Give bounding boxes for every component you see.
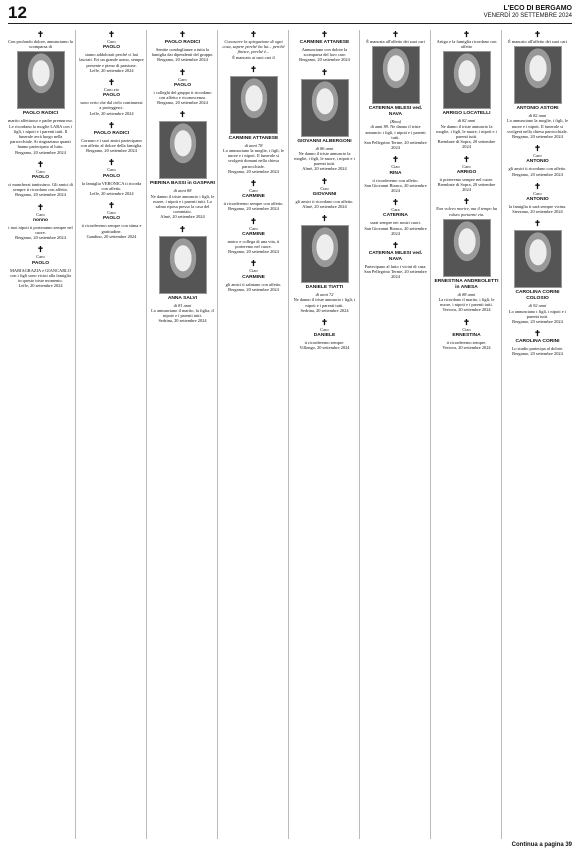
cross-icon: ✝	[534, 329, 541, 339]
obituary-notice	[79, 30, 144, 73]
notice-place-date: Gandino, 20 settembre 2024	[86, 233, 137, 239]
notice-lead: Cara	[391, 207, 400, 213]
deceased-name: PAOLO	[173, 82, 192, 88]
notice-place-date: Brembate di Sopra, 20 settembre 2024	[437, 182, 496, 193]
notice-lead: Caro	[249, 225, 258, 231]
portrait-photo	[443, 51, 491, 109]
notice-lead: Caro	[462, 163, 471, 169]
notice-quote: Non volevo morire, ma il tempo ha voluto portarmi via.	[435, 206, 498, 217]
obituary-notice	[8, 203, 73, 241]
notice-place-date: Bergamo, 20 settembre 2024	[228, 249, 279, 255]
obituary-notice	[505, 30, 570, 139]
cross-icon: ✝	[392, 155, 399, 165]
portrait-photo	[159, 236, 207, 294]
notice-body: ti ricorderemo sempre.	[304, 340, 345, 346]
deceased-name: PAOLO	[31, 175, 50, 181]
notice-place-date: Stezzano, 20 settembre 2024	[512, 209, 563, 215]
deceased-name: PIERINA BASSI in GASPARI	[150, 181, 215, 187]
cross-icon: ✝	[250, 30, 257, 39]
notice-lead: Ciao	[320, 185, 329, 191]
deceased-name: DANIELE TIATTI	[305, 285, 344, 291]
obituary-column	[505, 30, 572, 839]
notice-body: Lo studio partecipa al dolore.	[511, 346, 564, 352]
notice-place-date: Bergamo, 20 settembre 2024	[228, 286, 279, 292]
deceased-name: GIOVANNI	[312, 191, 337, 197]
notice-lead: Caro	[36, 211, 45, 217]
notice-place-date: San Pellegrino Terme, 20 settembre 2024	[364, 140, 427, 151]
cross-icon: ✝	[321, 67, 328, 77]
notice-place-date: Almè, 20 settembre 2024	[302, 204, 347, 210]
cross-icon: ✝	[108, 158, 115, 168]
notice-lead: Caro	[36, 254, 45, 260]
deceased-name: GIOVANNI ALBERGONI	[297, 138, 352, 144]
obituary-notice	[292, 30, 357, 63]
notice-body: Annunciano con dolore la scomparsa del loro caro	[301, 47, 348, 58]
notice-body: ti ricorderemo sempre con affetto.	[223, 201, 284, 207]
obituary-notice	[363, 241, 428, 280]
deceased-name: PAOLO RADICI	[93, 130, 130, 136]
obituary-column	[8, 30, 76, 839]
notice-body: Ne danno il triste annuncio i figli, i nipoti e i parenti tutti.	[293, 297, 356, 308]
cross-icon: ✝	[534, 144, 541, 154]
obituary-notice	[505, 329, 570, 356]
notice-place-date: Almè, 20 settembre 2024	[302, 166, 347, 172]
notice-body: la famiglia VERONICA ti ricorda con affetto.	[81, 180, 142, 191]
deceased-name: CARMINE	[242, 274, 265, 280]
deceased-name: CARMINE ATTANESE	[228, 135, 279, 141]
cross-icon: ✝	[534, 30, 541, 39]
deceased-name: ANNA SALVI	[167, 295, 198, 301]
deceased-name: PAOLO	[102, 45, 121, 51]
obituary-notice	[150, 30, 215, 63]
deceased-name: ERNESTINA	[452, 332, 481, 338]
notice-place-date: San Giovanni Bianco, 20 settembre 2024	[364, 182, 427, 194]
deceased-age: di 81 anni	[173, 302, 192, 308]
notice-lead: Ciao	[249, 268, 258, 274]
notice-body: ci mancherai tantissimo. Gli amici di sempre ti ricordano con affetto.	[8, 182, 73, 193]
notice-place-date: Villongo, 20 settembre 2024	[299, 345, 350, 351]
cross-icon: ✝	[392, 198, 399, 208]
notice-place-date: Leffe, 20 settembre 2024	[89, 67, 134, 73]
deceased-name: ERNESTINA ANDREOLETTI in ANESA	[434, 278, 499, 290]
deceased-name: ANTONIO ASTORI	[516, 106, 559, 112]
deceased-name: PAOLO	[102, 93, 121, 99]
cross-icon: ✝	[108, 120, 115, 130]
notice-lead: Caro	[107, 167, 116, 173]
portrait-photo	[301, 79, 349, 137]
obituary-notice	[221, 30, 286, 60]
obituary-notice	[363, 198, 428, 236]
notice-body: MARIAGRAZIA e GIANCARLO con i figli sono vicini alla famiglia in questo triste momento.	[10, 267, 71, 284]
notice-body: sono certo che dal cielo continuerai a proteggerci.	[80, 100, 143, 111]
deceased-name: PAOLO	[31, 260, 50, 266]
obituary-notice	[79, 158, 144, 196]
obituary-notice	[505, 182, 570, 215]
notice-place-date: Brembate di Sopra, 20 settembre 2024	[437, 139, 496, 150]
deceased-name: DANIELE	[313, 333, 336, 339]
notice-place-date: San Giovanni Bianco, 20 settembre 2024	[364, 225, 427, 236]
portrait-photo	[514, 230, 562, 288]
notice-intro: È mancata all'affetto dei suoi cari	[366, 39, 425, 44]
cross-icon: ✝	[534, 219, 541, 229]
notice-body: gli amici ti ricordano con affetto.	[508, 166, 567, 172]
deceased-name: ARRIGO	[456, 169, 477, 175]
cross-icon: ✝	[179, 224, 186, 234]
notice-body: È mancato ai suoi cari il	[232, 54, 275, 60]
cross-icon: ✝	[37, 202, 44, 212]
notice-body: Lo annunciano la moglie, i figli, le nuore e i nipoti. Il funerale si svolgerà domani nella chiesa parrocchiale.	[223, 148, 284, 169]
notice-place-date: Bergamo, 20 settembre 2024	[299, 57, 350, 63]
cross-icon: ✝	[463, 154, 470, 164]
notice-body: i colleghi del gruppo ti ricordano con affetto e riconoscenza.	[153, 89, 212, 101]
cross-icon: ✝	[463, 30, 470, 39]
deceased-age: di 88 anni	[457, 291, 476, 297]
notice-body: ti ricorderemo sempre.	[446, 339, 487, 345]
cross-icon: ✝	[392, 30, 399, 39]
notice-body: Ne danno il triste annuncio i figli, le nuore, i nipoti e i parenti tutti. La salma riposa presso la casa del commiato.	[150, 193, 215, 215]
deceased-age: di 82 anni	[528, 113, 547, 119]
notice-body: ti ricorderemo con affetto.	[372, 177, 419, 183]
deceased-name: CAROLINA CORINI COLOSIO	[515, 290, 560, 302]
cross-icon: ✝	[108, 78, 115, 88]
obituary-notice	[79, 78, 144, 116]
deceased-age: di 92 anni	[528, 303, 547, 309]
notice-body: di anni 89. Ne danno il triste annuncio i figli, i nipoti e i parenti tutti.	[365, 124, 426, 140]
obituary-notice	[150, 110, 215, 219]
notice-body: Partecipano al lutto i vicini di casa.	[364, 264, 427, 270]
notice-quote: Conoscere la spiegazione di ogni cosa, sapere perché ha lui... perché finisce, perché è...	[222, 39, 285, 55]
notice-body: ti porteremo sempre nel cuore.	[439, 176, 494, 182]
page-header	[8, 4, 572, 24]
notice-body: la famiglia ti sarà sempre vicina.	[508, 204, 567, 210]
portrait-photo	[159, 121, 207, 179]
portrait-photo	[372, 46, 420, 104]
notice-place-date: Bergamo, 20 settembre 2024	[228, 206, 279, 212]
notice-lead: Caro	[107, 210, 116, 216]
cross-icon: ✝	[250, 216, 257, 226]
deceased-name: ANTONIO	[526, 197, 549, 203]
deceased-name: CATERINA MILESI ved. NAVA	[368, 251, 423, 263]
obituary-column	[292, 30, 360, 839]
notice-lead: Caro zio	[104, 87, 119, 93]
obituary-notice	[434, 197, 499, 312]
obituary-notice	[150, 68, 215, 106]
notice-body: amico e collega di una vita, ti porteremo nel cuore.	[227, 238, 280, 250]
notice-place-date: Almè, 20 settembre 2024	[160, 214, 205, 220]
obituary-notice	[221, 65, 286, 174]
obituary-column	[363, 30, 431, 839]
notice-place-date: Bergamo, 20 settembre 2024	[15, 192, 66, 198]
cross-icon: ✝	[108, 201, 115, 211]
obituary-notice	[221, 179, 286, 212]
notice-lead: Caro	[107, 39, 116, 44]
deceased-name: PAOLO	[102, 173, 121, 179]
cross-icon: ✝	[250, 179, 257, 189]
cross-icon: ✝	[321, 318, 328, 328]
deceased-name: nonno	[33, 217, 48, 223]
obituary-notice	[292, 214, 357, 313]
notice-lead: Caro	[320, 327, 329, 333]
obituary-notice	[505, 144, 570, 177]
obituary-notice	[221, 217, 286, 255]
publication-info	[484, 5, 572, 20]
obituary-column	[150, 30, 218, 839]
notice-body: siamo addolorati perché ci hai lasciati. Eri un grande uomo, sempre presente e pieno di passione.	[79, 52, 144, 68]
notice-place-date: Bergamo, 20 settembre 2024	[512, 171, 563, 177]
notice-place-date: Sedrina, 20 settembre 2024	[300, 307, 349, 313]
notice-body: marito affettuoso e padre premuroso. Le ricordano la moglie LARA con i figli, i nipoti e i parenti tutti. Il funerale avrà luogo nella parrocchiale. Si ringraziano quanti hanno partecipato al lutto.	[8, 118, 73, 150]
obituary-notice	[79, 121, 144, 154]
portrait-photo	[443, 219, 491, 277]
cross-icon: ✝	[250, 64, 257, 74]
notice-place-date: Leffe, 20 settembre 2024	[89, 191, 134, 197]
notice-place-date: San Pellegrino Terme, 20 settembre 2024	[364, 269, 427, 280]
notice-place-date: Vertova, 20 settembre 2024	[442, 345, 491, 351]
obituary-notice	[292, 318, 357, 351]
notice-place-date: Bergamo, 20 settembre 2024	[512, 319, 563, 325]
cross-icon: ✝	[534, 181, 541, 191]
obituary-notice	[8, 245, 73, 288]
obituary-column	[79, 30, 147, 839]
cross-icon: ✝	[179, 30, 186, 39]
continuation-note: Continua a pagina 39	[511, 842, 572, 848]
cross-icon: ✝	[463, 317, 470, 327]
obituary-columns	[8, 30, 572, 839]
obituary-notice	[292, 177, 357, 210]
notice-lead: Caro	[36, 168, 45, 174]
notice-lead: Caro	[249, 188, 258, 194]
notice-place-date: Bergamo, 20 settembre 2024	[157, 100, 208, 106]
portrait-photo	[514, 46, 562, 104]
notice-lead: Caro	[533, 153, 542, 159]
notice-body: La ricordano il marito, i figli, le nuore, i nipoti e i parenti tutti.	[438, 297, 495, 308]
cross-icon: ✝	[37, 159, 44, 169]
notice-lead: Caro	[178, 76, 187, 82]
deceased-name: CATERINA MILESI ved. NAVA	[368, 106, 423, 118]
notice-place-date: Leffe, 20 settembre 2024	[89, 110, 134, 116]
deceased-age: di 86 anni	[315, 145, 334, 151]
portrait-photo	[230, 76, 278, 134]
notice-place-date: Leffe, 20 settembre 2024	[18, 283, 63, 289]
cross-icon: ✝	[37, 30, 44, 39]
obituary-notice	[150, 225, 215, 324]
notice-body: gli amici ti ricordano con affetto.	[295, 198, 354, 204]
notice-place-date: Bergamo, 20 settembre 2024	[228, 168, 279, 174]
publication-date: VENERDÌ 20 SETTEMBRE 2024	[483, 13, 572, 19]
obituary-column	[434, 30, 502, 839]
notice-place-date: Bergamo, 20 settembre 2024	[512, 134, 563, 140]
obituary-notice	[505, 219, 570, 324]
deceased-name: ANTONIO	[526, 159, 549, 165]
obituary-notice	[221, 259, 286, 292]
obituary-notice	[363, 30, 428, 150]
portrait-photo	[301, 225, 349, 283]
notice-body: i tuoi nipoti ti porteranno sempre nel cuore.	[8, 224, 73, 236]
publication-name: L'ECO DI BERGAMO	[503, 5, 572, 12]
obituary-notice	[434, 30, 499, 150]
obituary-notice	[434, 155, 499, 193]
notice-place-date: Bergamo, 20 settembre 2024	[15, 149, 66, 155]
deceased-name: RINA	[389, 170, 402, 176]
deceased-age: di 82 anni	[457, 118, 476, 124]
notice-body: ti ricorderemo sempre con stima e gratitudine.	[81, 223, 142, 234]
deceased-name: CAROLINA CORINI	[515, 339, 560, 345]
deceased-name: PAOLO	[102, 216, 121, 222]
cross-icon: ✝	[250, 259, 257, 269]
obituary-notice	[8, 30, 73, 155]
obituary-notice	[292, 68, 357, 172]
deceased-name: ARRIGO LOCATELLI	[442, 111, 491, 117]
notice-body: gli amici ti salutano con affetto.	[225, 281, 282, 287]
notice-place-date: Bergamo, 20 settembre 2024	[157, 57, 208, 63]
notice-place-date: Bergamo, 20 settembre 2024	[15, 235, 66, 241]
deceased-name: CATERINA	[383, 213, 408, 219]
notice-body: Ne danno il triste annuncio la moglie, i figli, le nuore, i nipoti e i parenti tutti.	[294, 150, 355, 167]
notice-body: Lo annunciano la moglie, i figli, le nuore e i nipoti. Il funerale si svolgerà nella chiesa parrocchiale.	[507, 118, 568, 134]
cross-icon: ✝	[321, 214, 328, 224]
notice-body: Cornaro e i suoi amici partecipano con affetto al dolore della famiglia.	[80, 137, 143, 149]
cross-icon: ✝	[321, 176, 328, 186]
notice-body: Lo annunciano i figli, i nipoti e i parenti tutti.	[508, 308, 567, 319]
notice-intro: È mancato all'affetto dei suoi cari	[508, 39, 567, 44]
notice-lead: Con profondo dolore, annunciamo la scomparsa di	[8, 39, 73, 50]
notice-intro: Artigo e la famiglia ricordano con affetto	[436, 39, 497, 50]
deceased-age: di anni 88	[173, 188, 192, 194]
notice-place-date: Bergamo, 20 settembre 2024	[512, 351, 563, 357]
notice-lead: Caro	[533, 190, 542, 196]
deceased-age: di anni 72	[315, 292, 334, 298]
notice-lead: Ciao	[391, 164, 400, 170]
notice-body: Ne danno il triste annuncio la moglie, i figli, le nuore, i nipoti e i parenti tutti.	[436, 123, 497, 140]
cross-icon: ✝	[179, 67, 186, 77]
obituary-notice	[434, 318, 499, 351]
deceased-name: CARMINE	[242, 194, 265, 200]
cross-icon: ✝	[392, 241, 399, 251]
notice-body: Lo annunciano il marito, la figlia, il nipote e i parenti tutti.	[151, 307, 214, 319]
obituary-column	[221, 30, 289, 839]
obituary-notice	[363, 155, 428, 193]
notice-lead: Ciao	[462, 326, 471, 332]
cross-icon: ✝	[37, 245, 44, 255]
cross-icon: ✝	[321, 30, 328, 39]
deceased-name: PAOLO RADICI	[22, 111, 59, 117]
obituary-notice	[8, 160, 73, 198]
notice-body: Sentite condoglianze a tutta la famiglia dai dipendenti del gruppo.	[151, 47, 214, 58]
deceased-age: di anni 78	[244, 142, 263, 148]
notice-body: sarai sempre nei nostri cuori.	[370, 220, 421, 226]
deceased-name: CARMINE ATTANESE	[299, 40, 350, 45]
cross-icon: ✝	[463, 197, 470, 207]
notice-place-date: Vertova, 20 settembre 2024	[442, 307, 491, 313]
portrait-photo	[17, 51, 65, 109]
obituary-notice	[79, 201, 144, 239]
deceased-name: PAOLO RADICI	[164, 40, 201, 45]
notice-place-date: Sedrina, 20 settembre 2024	[158, 318, 207, 324]
page-number: 12	[8, 3, 27, 22]
deceased-name: CARMINE	[242, 231, 265, 237]
cross-icon: ✝	[108, 30, 115, 39]
notice-place-date: Bergamo, 20 settembre 2024	[86, 148, 137, 154]
cross-icon: ✝	[179, 110, 186, 120]
deceased-age: (Rina)	[389, 119, 402, 125]
